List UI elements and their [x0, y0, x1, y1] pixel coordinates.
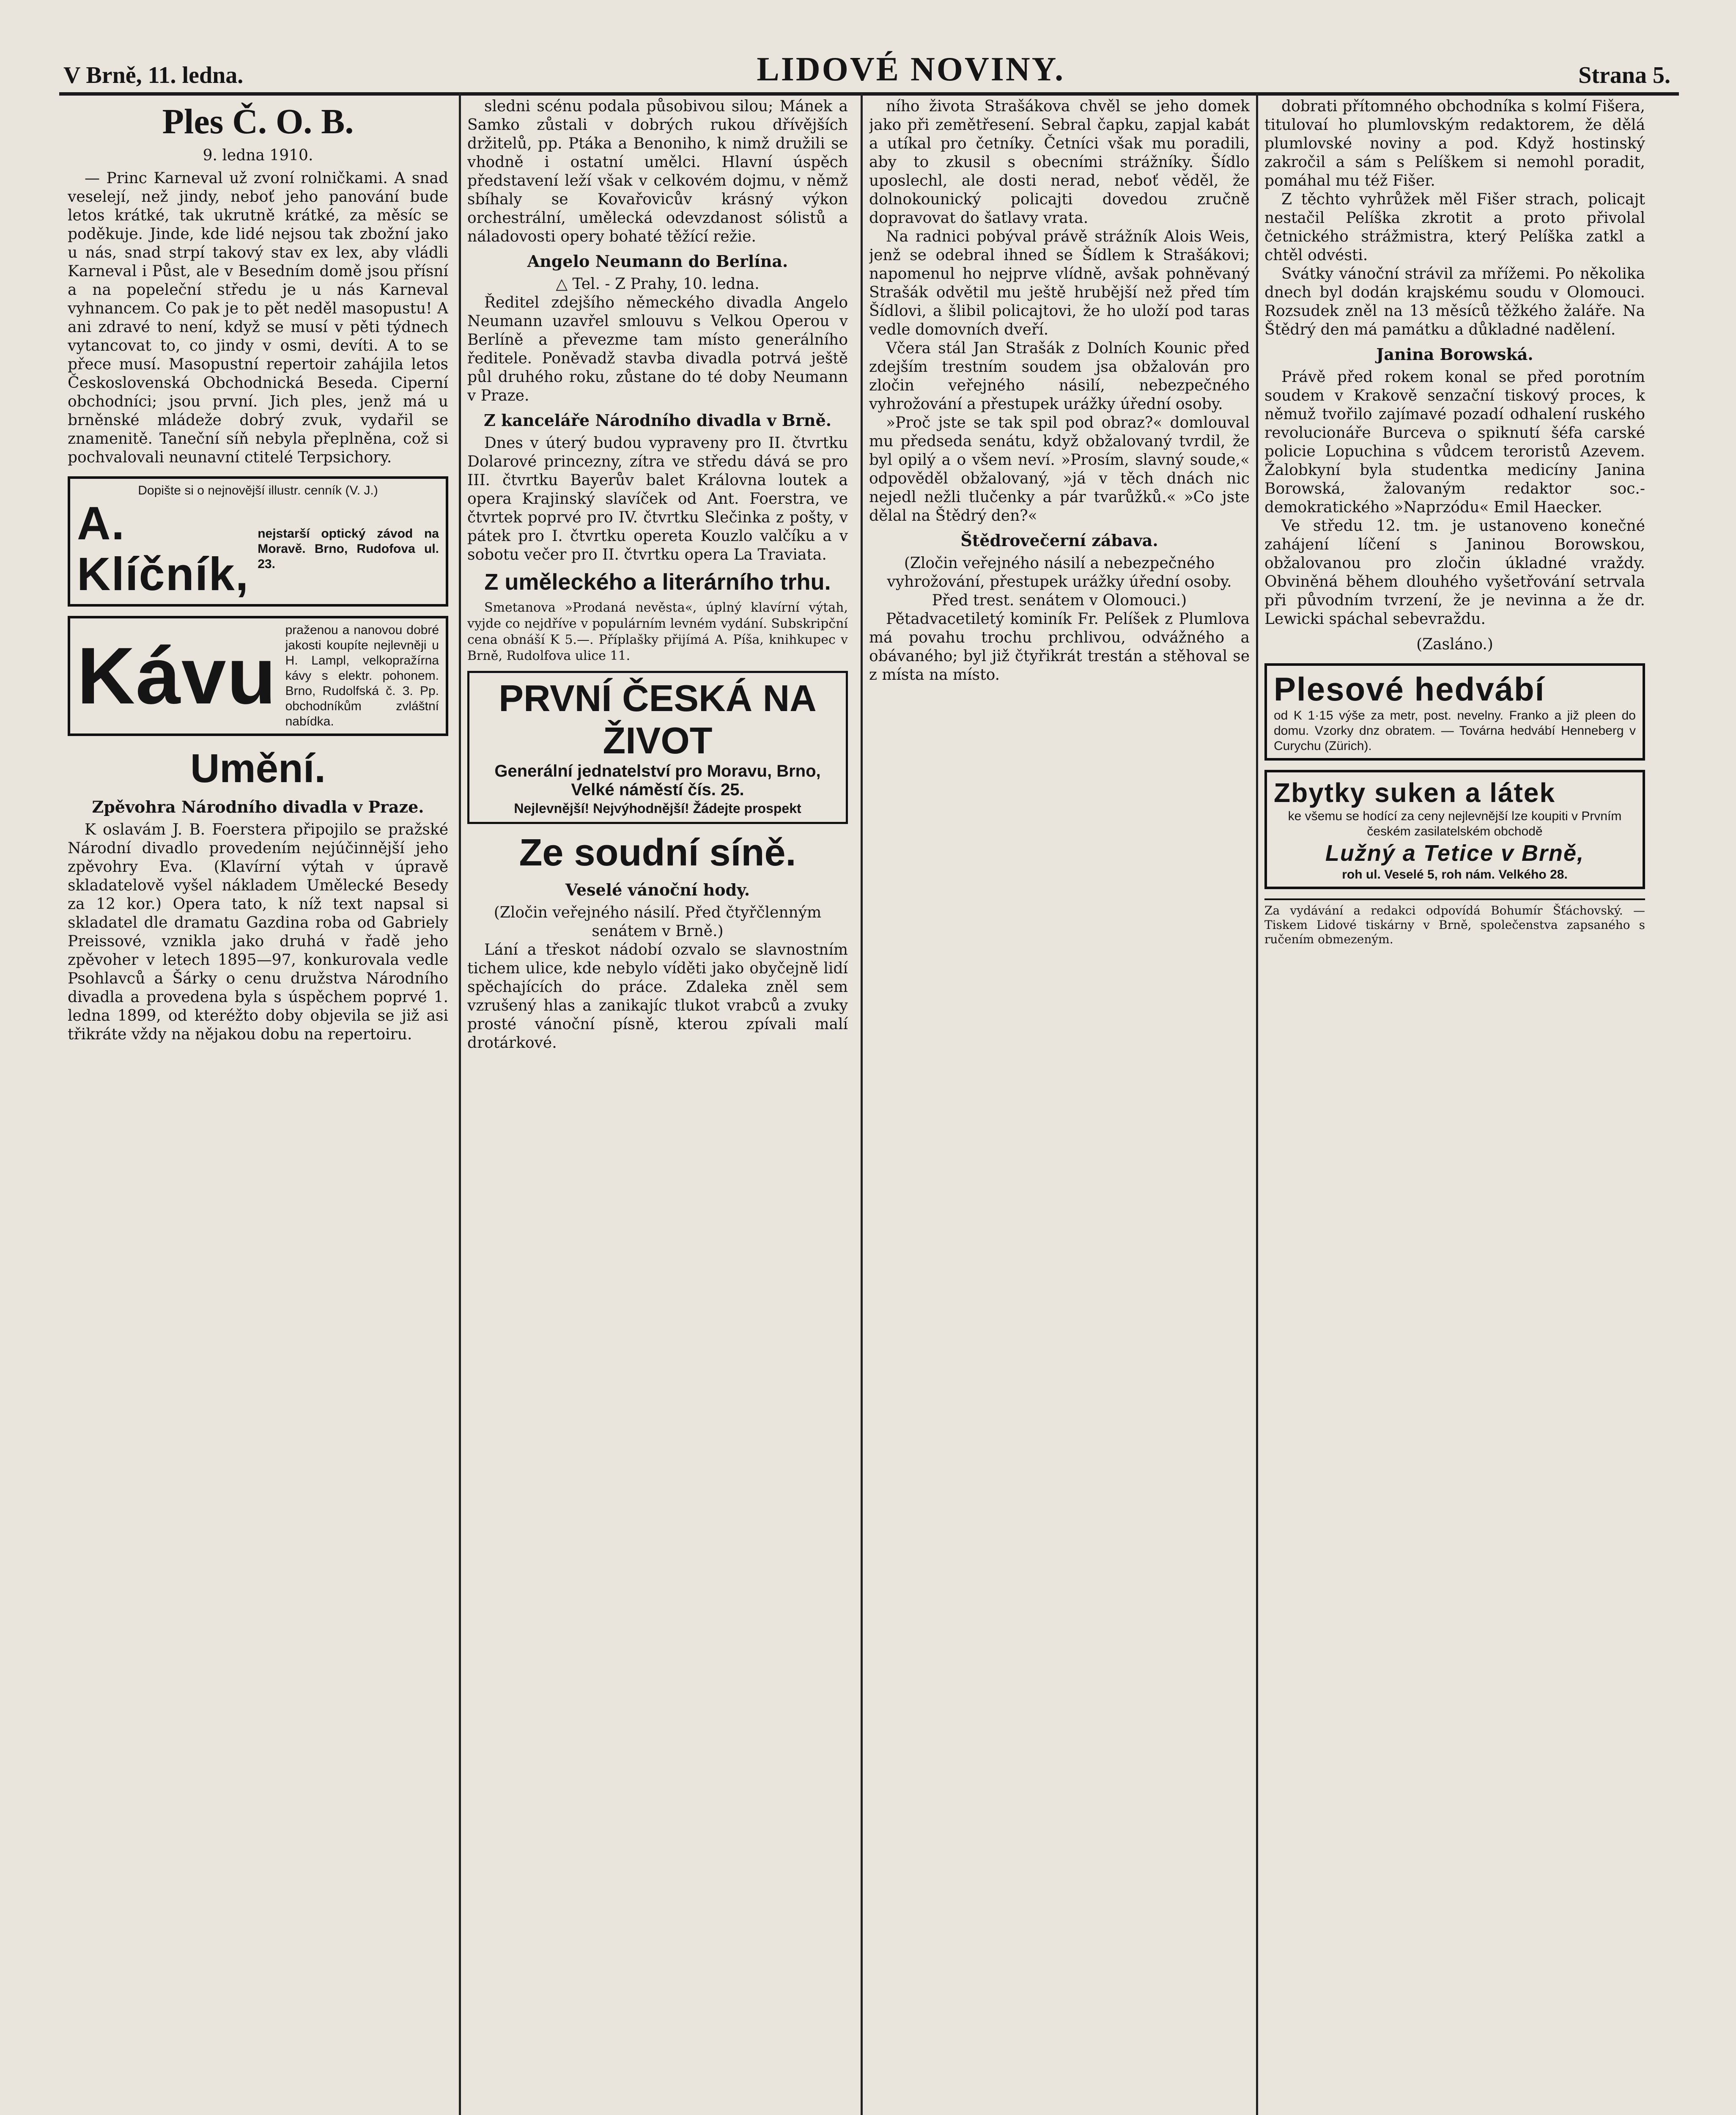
zabava-title: Štědrovečerní zábava. — [960, 531, 1158, 550]
neumann-article: Ředitel zdejšího německého divadla Angelo Neumann uzavřel smlouvu s Velkou Operou v Berlíně a převezme tam místo generálního ředitele. Poněvadž stavba divadla potrvá ještě půl druhého roku, zůstane do té doby Neumann v Praze. — [467, 294, 848, 404]
strasak-article-2: Na radnici pobýval právě strážník Alois Weis, jenž se odebral ihned se Šídlem k Strašákovi; napomenul ho nejprve vlídně, avšak pohněvaný Strašák odvětil mu ještě hrubější než před tím Šídlovi, a šlibil policajtovi, že ho uloží pod taras vedle domovních dveří. — [869, 228, 1250, 338]
insurance-title: PRVNÍ ČESKÁ NA ŽIVOT — [499, 677, 817, 761]
soud-note: (Zločin veřejného násilí. Před čtyřčlenným senátem v Brně.) — [494, 904, 822, 940]
zbytky-details: ke všemu se hodící za ceny nejlevnější lze koupiti v Prvním českém zasilatelském obchodě — [1288, 809, 1622, 838]
column-3 — [869, 97, 1250, 2115]
strasak-dialog: »Proč jste se tak spil pod obraz?« domlouval mu předseda senátu, když obžalovaný tvrdil, že byl opilý a o všem neví. »Prosím, slavný soude,« odpověděl obžalovaný, »já v těch dnách nic nejedl nežli tlučenky a pár tvarůžků.« »Co jste dělal na Štědrý den?« — [869, 414, 1250, 525]
header-rule — [59, 92, 1679, 96]
trh-title: Z uměleckého a literárního trhu. — [484, 569, 831, 595]
klicnik-name: A. Klíčník, — [77, 497, 250, 600]
neumann-dateline: △ Tel. - Z Prahy, 10. ledna. — [556, 275, 760, 293]
column-1 — [68, 97, 448, 2115]
ples-date: 9. ledna 1910. — [203, 147, 313, 164]
kavu-details: praženou a nanovou dobré jakosti koupíte nejlevněji u H. Lampl, velkopražírna kávy s elektr. pohonem. Brno, Rudolfská č. 3. Pp. obchodníkům zvláštní nabídka. — [285, 623, 439, 728]
zabava-article: Pětadvacetiletý kominík Fr. Pelíšek z Plumlova má povahu trochu prchlivou, odvážného a obávaného; byl již čtyřikrát trestán a stěhoval se z místa na místo. — [869, 610, 1250, 684]
column-rule — [861, 93, 863, 2115]
insurance-banner — [467, 671, 848, 824]
soud-title: Ze soudní síně. — [519, 832, 796, 874]
umeni-subtitle: Zpěvohra Národního divadla v Praze. — [92, 797, 424, 816]
pelisek-article-3: Svátky vánoční strávil za mřížemi. Po několika dnech byl dodán krajskému soudu v Olomouci. Rozsudek zněl na 13 měsíců těžkého žaláře. Na Štědrý den má památku a důkladné nadělení. — [1264, 265, 1645, 338]
borowska-article-1: Právě před rokem konal se před porotním soudem v Krakově senzační tiskový proces, k němuž tvořilo zajímavé pozadí odhalení ruského revolucionáře Burceva o spiknutí šéfa carské policie Lopuchina s vůdcem teroristů Azevem. Žalobkyní byla studentka medicíny Janina Borowská, žalovaným redaktor soc.-demokratického »Naprzódu« Emil Haecker. — [1264, 368, 1645, 516]
kancelar-title: Z kanceláře Národního divadla v Brně. — [484, 411, 831, 430]
column-rule — [459, 93, 461, 2115]
luzny-title: Lužný a Tetice v Brně, — [1325, 841, 1585, 866]
zabava-note: (Zločin veřejného násilí a nebezpečného vyhrožování, přestupek urážky úřední osoby. Před trest. senátem v Olomouci.) — [887, 555, 1232, 609]
hedvabi-ad — [1264, 663, 1645, 761]
column-rule — [1256, 93, 1258, 2115]
ples-article: — Princ Karneval už zvoní rolničkami. A snad veselejí, než jindy, neboť jeho panování bude letos krátké, tak ukrutně krátké, za měsíc se poděkuje. Jinde, kde lidé nejsou tak zbožní jako u nás, snad strpí takový stav ex lex, aby vládli Karneval i Půst, ale v Besedním domě jsou přísní a na popeleční středu je u nás Karneval vyhnancem. Co pak je to pět neděl masopustu! A ani zdravé to není, když se musí v pěti týdnech vytancovat to, co jindy v osmi, devíti. A to se přece musí. Masopustní repertoir zahájila letos Československá Obchodnická Beseda. Ciperní obchodníci; jsou první. Jich ples, jenž má u brněnské mládeže dobrý zvuk, vydařil se znamenitě. Taneční síň nebyla přeplněna, což si pochvalovali neunavní ctitelé Terpsichory. — [68, 170, 448, 466]
umeni-title: Umění. — [190, 746, 326, 791]
umeni-article: K oslavám J. B. Foerstera připojilo se pražské Národní divadlo provedením nejúčinnější jeho zpěvohry Eva. (Klavírní výtah v úpravě skladatelově vyšel nákladem Umělecké Besedy za 12 kor.) Opera tato, k níž text napsal si skladatel dle dramatu Gazdina roba od Gabriely Preissové, vznikla jako druhá v řadě jeho zpěvoher v letech 1895—97, konkurovala vedle Psohlavců a Šárky o cenu družstva Národního divadla a provedena byla s úspěchem poprvé 1. ledna 1899, od kteréžto doby objevila se již asi třikráte vždy na nějakou dobu na repertoiru. — [68, 821, 448, 1043]
klicnik-ad — [68, 476, 448, 607]
zbytky-ad — [1264, 770, 1645, 889]
strasak-article-3: Včera stál Jan Strašák z Dolních Kounic před zdejším trestním soudem jsa obžalován pro zločin veřejného násilí, nebezpečného vyhrožování a přestupek urážky úřední osoby. — [869, 340, 1250, 413]
newspaper-title: LIDOVÉ NOVINY. — [757, 51, 1065, 88]
pelisek-article-2: Z těchto vyhrůžek měl Fišer strach, policajt nestačil Pelíška zkrotit a proto přivolal četnického strážmistra, který Pelíška zatkl a chtěl odvésti. — [1264, 191, 1645, 264]
soud-subtitle: Veselé vánoční hody. — [565, 880, 750, 899]
masthead — [63, 51, 1670, 89]
klicnik-ad-line: Dopište si o nejnovější illustr. cenník (V. J.) — [138, 483, 378, 497]
insurance-subtitle: Generální jednatelství pro Moravu, Brno, Velké náměstí čís. 25. — [494, 762, 821, 799]
borowska-title: Janina Borowská. — [1376, 345, 1533, 364]
column-2 — [467, 97, 848, 2115]
klicnik-details: nejstarší optický závod na Moravě. Brno, Rudofova ul. 23. — [258, 527, 439, 571]
kavu-ad — [68, 616, 448, 736]
page-number: Strana 5. — [1578, 62, 1670, 88]
ples-title: Ples Č. O. B. — [162, 102, 354, 141]
borowska-article-2: Ve středu 12. tm. je ustanoveno konečné zahájení líčení s Janinou Borowskou, obžalovanou pro zločin úkladné vraždy. Obviněná během dlouhého vyšetřování setrvala při původním tvrzení, že je nevinna a že dr. Lewicki spáchal sebevraždu. — [1264, 517, 1645, 628]
kavu-word: Kávu — [77, 631, 277, 721]
imprint: Za vydávání a redakci odpovídá Bohumír Šťáchovský. — Tiskem Lidové tiskárny v Brně, společenstva zapsaného s ručením obmezeným. — [1264, 898, 1645, 947]
neumann-title: Angelo Neumann do Berlína. — [527, 252, 788, 271]
hedvabi-title: Plesové hedvábí — [1274, 670, 1545, 708]
kancelar-article: Dnes v úterý budou vypraveny pro II. čtvrtku Dolarové princezny, zítra ve středu dává se pro III. čtvrtku Bayerův balet Královna loutek a opera Krajinský slavíček od Ant. Foerstra, ve čtvrtek poprvé pro IV. čtvrtku Slečinka z pošty, v pátek pro I. čtvrtku opereta Kouzlo valčíku a v sobotu večer pro II. čtvrtku opera La Traviata. — [467, 434, 848, 563]
strasak-article-1: ního života Strašákova chvěl se jeho domek jako při zemětřesení. Sebral čapku, zapjal kabát a utíkal pro četníky. Četníci však mu poradili, aby to zkusil s obecními strážníky. Šídlo uposlechl, ale dosti nerad, neboť věděl, že dolnokounický policajti dovedou zručně dopravovat do šatlavy vrata. — [869, 98, 1250, 227]
trh-article: Smetanova »Prodaná nevěsta«, úplný klavírní výtah, vyjde co nejdříve v populárním levném vydání. Subskripční cena obnáší K 5.—. Příplašky přijímá A. Píša, knihkupec v Brně, Rudolfova ulice 11. — [467, 600, 848, 663]
column-4 — [1264, 97, 1645, 2115]
zaslano-label: (Zasláno.) — [1416, 636, 1493, 653]
opera-review-continued: sledni scénu podala působivou silou; Mánek a Samko zůstali v dobrých rukou dřívějších držitelů, pp. Ptáka a Benoniho, k nimž družili se vhodně i ostatní umělci. Hlavní úspěch představení leží však v celkovém dojmu, v němž sbíhaly se Kovařovicův krásný výkon orchestrální, umělecká odevzdanost sólistů a náladovosti opery bohaté těžící režie. — [467, 98, 848, 245]
insurance-footer: Nejlevnější! Nejvýhodnější! Žádejte prospekt — [514, 801, 801, 816]
hedvabi-details: od K 1·15 výše za metr, post. nevelny. Franko a již pleen do domu. Vzorky dnz obratem. — Továrna hedvábí Henneberg v Curychu (Zürich). — [1274, 709, 1636, 753]
zbytky-title: Zbytky suken a látek — [1274, 777, 1556, 808]
luzny-address: roh ul. Veselé 5, roh nám. Velkého 28. — [1342, 868, 1568, 882]
soud-article: Lání a třeskot nádobí ozvalo se slavnostním tichem ulice, kde nebylo víděti jako obyčejně lidí spěchajících do práce. Zdaleka zněl sem vzrušený hlas a zanikajíc tlukot vrabců a zvuky prosté vánoční písně, kterou zpívali malí drotárkové. — [467, 941, 848, 1052]
pelisek-article-1: dobrati přítomného obchodníka s kolmí Fišera, titulovaí ho plumlovským redaktorem, že dělá plumlovské noviny a pod. Když hostinský zakročil a sám s Pelíškem si nemohl poradit, pomáhal mu též Fišer. — [1264, 98, 1645, 190]
issue-date: V Brně, 11. ledna. — [63, 62, 244, 88]
